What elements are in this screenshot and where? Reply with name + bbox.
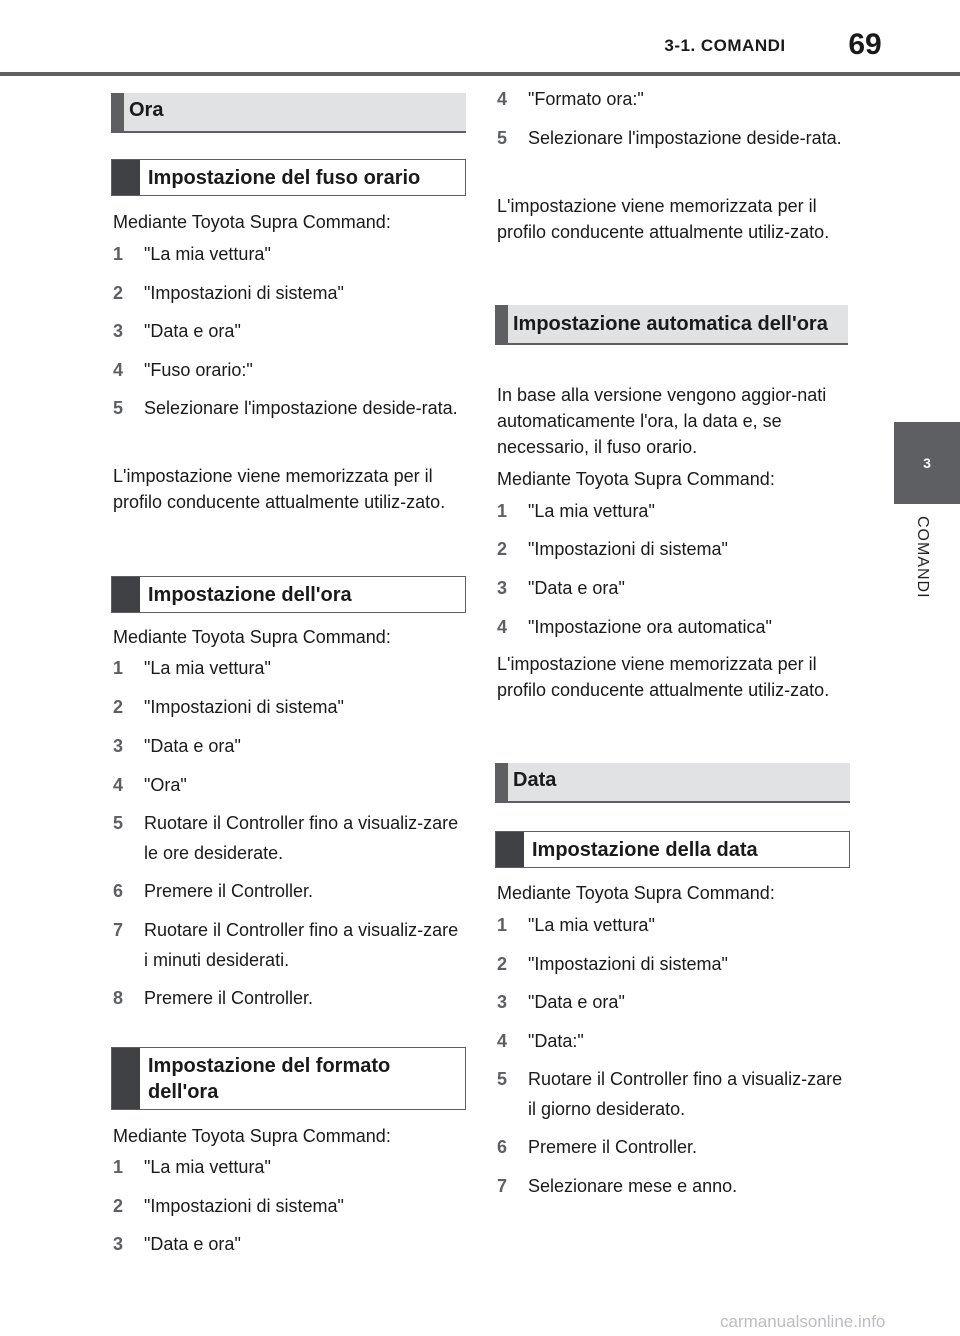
step-number: 4 xyxy=(113,360,124,380)
fuso-step-4 xyxy=(113,355,463,385)
watermark: carmanualsonline.info xyxy=(720,1312,886,1331)
automatica-description: In base alla versione vengono aggior-nati automaticamente l'ora, la data e, se necessario, il fuso orario. xyxy=(497,385,827,457)
step-text: "La mia vettura" xyxy=(144,244,271,264)
step-number: 6 xyxy=(497,1137,508,1157)
data-step-2 xyxy=(497,949,847,979)
step-number: 1 xyxy=(113,1157,124,1177)
section-title: 3-1. COMANDI xyxy=(664,36,786,55)
ora-step-2 xyxy=(113,692,463,722)
ora-intro: Mediante Toyota Supra Command: xyxy=(113,627,391,647)
step-text: Selezionare l'impostazione deside-rata. xyxy=(144,398,458,418)
data-step-3 xyxy=(497,987,847,1017)
ora-step-6 xyxy=(113,876,463,906)
step-text: Selezionare l'impostazione deside-rata. xyxy=(528,128,842,148)
fuso-step-5 xyxy=(113,393,463,423)
fuso-note: L'impostazione viene memorizzata per il profilo conducente attualmente utiliz-zato. xyxy=(113,466,446,512)
step-text: "La mia vettura" xyxy=(144,658,271,678)
step-number: 4 xyxy=(497,1031,508,1051)
step-number: 3 xyxy=(497,578,508,598)
data-step-1 xyxy=(497,910,847,940)
step-number: 7 xyxy=(497,1176,508,1196)
fuso-step-2 xyxy=(113,278,463,308)
formato-intro: Mediante Toyota Supra Command: xyxy=(113,1126,391,1146)
step-text: Ruotare il Controller fino a visualiz-zare i minuti desiderati. xyxy=(144,920,459,970)
step-text: Premere il Controller. xyxy=(528,1137,698,1157)
step-number: 6 xyxy=(113,881,124,901)
chapter-tab[interactable] xyxy=(894,422,960,504)
automatica-step-2 xyxy=(497,534,847,564)
ora-step-3 xyxy=(113,731,463,761)
subheading-ora-title: Impostazione dell'ora xyxy=(148,584,352,606)
fuso-step-3 xyxy=(113,316,463,346)
step-number: 1 xyxy=(113,244,124,264)
step-text: Selezionare mese e anno. xyxy=(528,1176,738,1196)
subheading-automatica-title: Impostazione automatica dell'ora xyxy=(513,313,828,335)
step-number: 4 xyxy=(497,89,508,109)
formato-note: L'impostazione viene memorizzata per il profilo conducente attualmente utiliz-zato. xyxy=(497,196,830,242)
step-text: Ruotare il Controller fino a visualiz-zare il giorno desiderato. xyxy=(528,1069,843,1119)
step-number: 5 xyxy=(113,398,124,418)
step-text: "La mia vettura" xyxy=(528,501,655,521)
step-text: Premere il Controller. xyxy=(144,988,314,1008)
subheading-fuso-orario xyxy=(111,159,466,196)
automatica-intro: Mediante Toyota Supra Command: xyxy=(497,469,775,489)
ora-step-4 xyxy=(113,770,463,800)
fuso-step-1 xyxy=(113,239,463,269)
step-text: "Impostazioni di sistema" xyxy=(144,283,344,303)
step-text: "Data e ora" xyxy=(144,1234,241,1254)
heading-bar xyxy=(111,93,124,131)
heading-data-title: Data xyxy=(513,769,557,791)
step-text: "Data e ora" xyxy=(528,578,625,598)
step-number: 4 xyxy=(113,775,124,795)
step-text: "La mia vettura" xyxy=(528,915,655,935)
step-text: Ruotare il Controller fino a visualiz-zare le ore desiderate. xyxy=(144,813,459,863)
ora-step-8 xyxy=(113,983,463,1013)
data-step-7 xyxy=(497,1171,847,1201)
subheading-formato-title: Impostazione del formato dell'ora xyxy=(148,1055,391,1103)
fuso-intro: Mediante Toyota Supra Command: xyxy=(113,212,391,232)
formato-step-3 xyxy=(113,1229,463,1259)
step-number: 1 xyxy=(497,501,508,521)
step-text: "Impostazioni di sistema" xyxy=(528,539,728,559)
step-text: Premere il Controller. xyxy=(144,881,314,901)
subheading-formato xyxy=(111,1047,466,1110)
subheading-bar xyxy=(112,160,140,195)
step-text: "Data e ora" xyxy=(144,736,241,756)
step-number: 5 xyxy=(497,128,508,148)
subheading-bar xyxy=(495,305,508,343)
heading-bar xyxy=(495,763,508,801)
automatica-step-3 xyxy=(497,573,847,603)
automatica-step-1 xyxy=(497,496,847,526)
step-number: 2 xyxy=(113,697,124,717)
step-number: 5 xyxy=(113,813,124,833)
step-text: "Data:" xyxy=(528,1031,584,1051)
step-number: 1 xyxy=(497,915,508,935)
subheading-data xyxy=(495,831,850,868)
chapter-number: 3 xyxy=(923,455,931,471)
step-text: "Impostazioni di sistema" xyxy=(144,1196,344,1216)
step-text: "Fuso orario:" xyxy=(144,360,253,380)
ora-step-5 xyxy=(113,808,463,868)
formato-step-4 xyxy=(497,84,847,114)
subheading-bar xyxy=(112,1048,140,1109)
subheading-bar xyxy=(112,577,140,612)
formato-step-1 xyxy=(113,1152,463,1182)
step-number: 3 xyxy=(113,321,124,341)
heading-ora xyxy=(111,93,466,133)
step-number: 4 xyxy=(497,617,508,637)
step-text: "Data e ora" xyxy=(528,992,625,1012)
step-number: 2 xyxy=(497,954,508,974)
automatica-note: L'impostazione viene memorizzata per il profilo conducente attualmente utiliz-zato. xyxy=(497,654,830,700)
step-text: "Impostazioni di sistema" xyxy=(528,954,728,974)
step-number: 1 xyxy=(113,658,124,678)
step-text: "Impostazioni di sistema" xyxy=(144,697,344,717)
header-rule xyxy=(0,72,960,76)
step-number: 5 xyxy=(497,1069,508,1089)
step-number: 2 xyxy=(113,1196,124,1216)
step-number: 2 xyxy=(497,539,508,559)
chapter-label: COMANDI xyxy=(914,516,931,599)
step-text: "La mia vettura" xyxy=(144,1157,271,1177)
step-text: "Ora" xyxy=(144,775,187,795)
data-step-5 xyxy=(497,1064,847,1124)
step-number: 3 xyxy=(113,736,124,756)
automatica-step-4 xyxy=(497,612,847,642)
subheading-ora xyxy=(111,576,466,613)
ora-step-7 xyxy=(113,915,463,975)
ora-step-1 xyxy=(113,653,463,683)
formato-step-2 xyxy=(113,1191,463,1221)
step-text: "Impostazione ora automatica" xyxy=(528,617,772,637)
data-step-6 xyxy=(497,1132,847,1162)
step-text: "Data e ora" xyxy=(144,321,241,341)
page-number: 69 xyxy=(848,28,882,61)
subheading-bar xyxy=(496,832,524,867)
subheading-fuso-orario-title: Impostazione del fuso orario xyxy=(148,167,421,189)
data-step-4 xyxy=(497,1026,847,1056)
formato-step-5 xyxy=(497,123,847,153)
step-number: 2 xyxy=(113,283,124,303)
step-number: 3 xyxy=(497,992,508,1012)
subheading-automatica xyxy=(495,305,848,345)
step-text: "Formato ora:" xyxy=(528,89,644,109)
subheading-data-title: Impostazione della data xyxy=(532,839,758,861)
heading-ora-title: Ora xyxy=(129,99,164,121)
data-intro: Mediante Toyota Supra Command: xyxy=(497,883,775,903)
step-number: 8 xyxy=(113,988,124,1008)
step-number: 7 xyxy=(113,920,124,940)
heading-data xyxy=(495,763,850,803)
step-number: 3 xyxy=(113,1234,124,1254)
